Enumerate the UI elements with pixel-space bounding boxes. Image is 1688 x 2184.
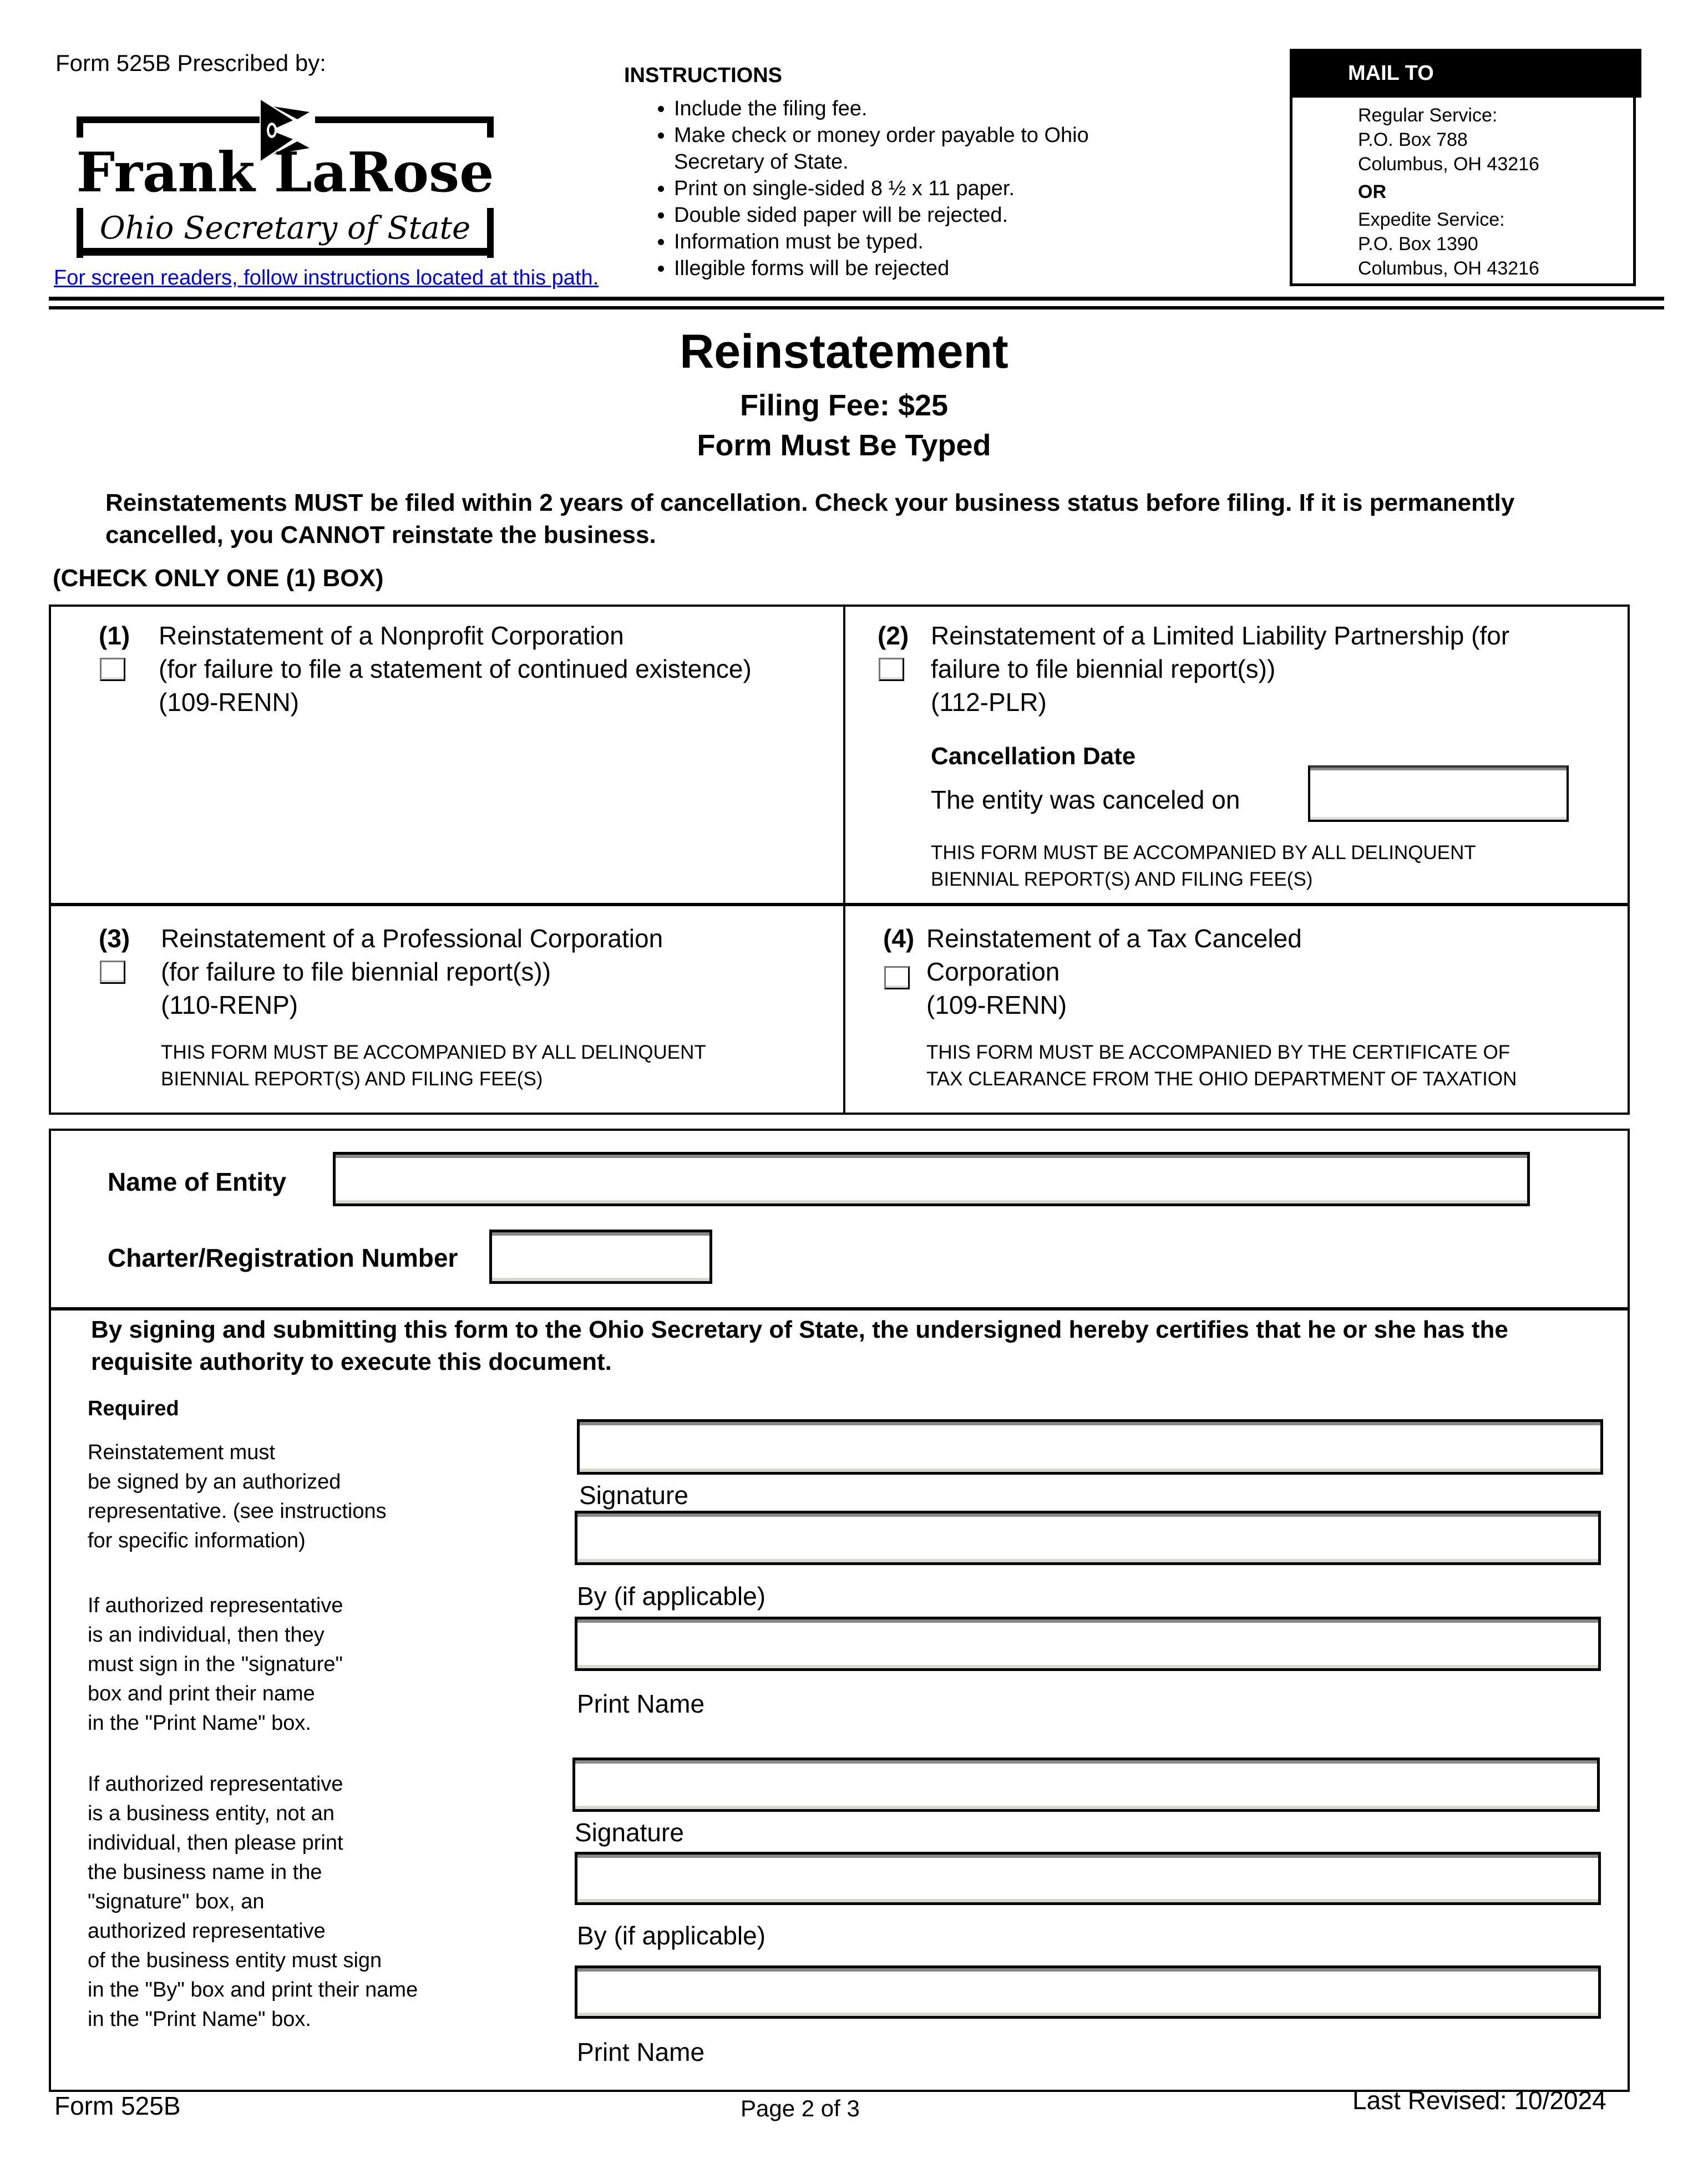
header-divider: [49, 297, 1664, 301]
ohio-flag-logo-icon: [77, 97, 494, 258]
header-divider: [49, 306, 1664, 309]
reinstatement-warning: Reinstatements MUST be filed within 2 years of cancellation. Check your business status before filing. If it is permanently cancelled, you CANNOT reinstate the business.: [105, 489, 1515, 548]
grid-divider: [843, 607, 845, 1113]
option-notice: BIENNIAL REPORT(S) AND FILING FEE(S): [931, 868, 1313, 890]
screen-reader-instructions-link[interactable]: For screen readers, follow instructions located at this path.: [54, 266, 599, 289]
secretary-of-state-logo: [77, 97, 494, 258]
option-label: Reinstatement of a Limited Liability Partnership (for: [931, 621, 1510, 650]
instruction-item: • Make check or money order payable to Ohio Secretary of State.: [674, 122, 1096, 175]
charter-registration-number-field[interactable]: [489, 1230, 712, 1284]
option-code: (109-RENN): [159, 688, 300, 717]
instructions-list: [624, 95, 1234, 282]
svg-text:Ohio Secretary of State: Ohio Secretary of State: [99, 210, 471, 246]
option-notice: BIENNIAL REPORT(S) AND FILING FEE(S): [161, 1068, 543, 1090]
name-of-entity-field[interactable]: [333, 1152, 1530, 1206]
signature-label: Signature: [575, 1818, 684, 1847]
option-checkbox-llp[interactable]: [879, 658, 904, 681]
option-checkbox-nonprofit[interactable]: [100, 658, 125, 681]
option-notice: THIS FORM MUST BE ACCOMPANIED BY THE CERTIFICATE OF: [926, 1042, 1510, 1063]
print-name-field-2[interactable]: [575, 1965, 1601, 2019]
option-code: (109-RENN): [926, 991, 1067, 1019]
instruction-item: • Illegible forms will be rejected: [674, 255, 1234, 282]
signature-field-1[interactable]: [577, 1419, 1603, 1475]
mail-to-box: [1290, 49, 1636, 286]
filing-fee: Filing Fee: $25: [739, 389, 949, 422]
signature-help-text: Reinstatement must be signed by an authorized representative. (see instructions for specific information): [88, 1441, 387, 1552]
option-llp: [878, 619, 1621, 896]
footer-form-number: Form 525B: [54, 2091, 181, 2120]
by-field-1[interactable]: [575, 1511, 1601, 1565]
svg-text:Frank LaRose: Frank LaRose: [77, 141, 494, 205]
option-label: Reinstatement of a Professional Corporation: [161, 924, 663, 953]
signature-label: Signature: [579, 1481, 688, 1510]
instructions-panel: [624, 64, 1234, 282]
page-title: Reinstatement: [680, 325, 1008, 378]
option-nonprofit: [99, 619, 831, 896]
required-label: Required: [88, 1397, 179, 1420]
by-label: By (if applicable): [577, 1921, 766, 1950]
option-description: failure to file biennial report(s)): [931, 654, 1276, 683]
instructions-title: INSTRUCTIONS: [624, 64, 782, 87]
expedite-service-label: Expedite Service:: [1358, 209, 1505, 230]
option-notice: TAX CLEARANCE FROM THE OHIO DEPARTMENT OF TAXATION: [926, 1068, 1517, 1090]
option-description: (for failure to file biennial report(s)): [161, 957, 551, 986]
option-code: (110-RENP): [161, 991, 298, 1019]
name-of-entity-label: Name of Entity: [108, 1167, 287, 1196]
section-divider: [51, 1307, 1628, 1311]
option-checkbox-tax-canceled-corporation[interactable]: [884, 966, 910, 989]
or-label: OR: [1358, 181, 1386, 202]
option-tax-canceled-corporation: [883, 922, 1615, 1110]
option-number: (2): [878, 621, 909, 650]
reinstatement-type-options: [49, 605, 1630, 1115]
footer-page-number: Page 2 of 3: [741, 2095, 860, 2121]
mail-to-title: MAIL TO: [1290, 49, 1641, 98]
option-label: Reinstatement of a Nonprofit Corporation: [159, 621, 624, 650]
grid-divider: [51, 903, 1628, 906]
business-entity-representative-help: If authorized representative is a business entity, not an individual, then please print the business name in the "signature" box, an authorized representative of the business entity must sign in the "By" box and print their name in the "Print Name" box.: [88, 1772, 418, 2031]
entity-and-signature-section: [49, 1129, 1630, 2092]
by-label: By (if applicable): [577, 1582, 766, 1611]
instruction-item: • Double sided paper will be rejected.: [674, 202, 1234, 228]
option-code: (112-PLR): [931, 688, 1047, 717]
option-label: Reinstatement of a Tax Canceled: [926, 924, 1302, 953]
cancellation-date-label: The entity was canceled on: [931, 785, 1240, 814]
certification-statement: By signing and submitting this form to the Ohio Secretary of State, the undersigned hereby certifies that he or she has the requisite authority to execute this document.: [91, 1316, 1508, 1375]
signature-field-2[interactable]: [572, 1758, 1600, 1812]
option-notice: THIS FORM MUST BE ACCOMPANIED BY ALL DELINQUENT: [161, 1042, 706, 1063]
option-number: (1): [99, 621, 130, 650]
footer-last-revised: Last Revised: 10/2024: [1352, 2086, 1606, 2115]
individual-representative-help: If authorized representative is an individual, then they must sign in the "signature" box and print their name in the "Print Name" box.: [88, 1594, 343, 1735]
option-professional-corporation: [99, 922, 831, 1110]
option-notice: THIS FORM MUST BE ACCOMPANIED BY ALL DELINQUENT: [931, 842, 1476, 864]
by-field-2[interactable]: [575, 1852, 1601, 1905]
instruction-item: • Information must be typed.: [674, 228, 1234, 255]
check-only-one-label: (CHECK ONLY ONE (1) BOX): [53, 565, 384, 592]
instruction-item: • Include the filing fee.: [674, 95, 1234, 122]
print-name-field-1[interactable]: [575, 1617, 1601, 1671]
option-checkbox-professional-corporation[interactable]: [100, 961, 125, 984]
mail-to-addresses: [1358, 103, 1539, 281]
option-description: (for failure to file a statement of continued existence): [159, 654, 752, 683]
print-name-label: Print Name: [577, 2038, 705, 2066]
charter-registration-number-label: Charter/Registration Number: [108, 1243, 458, 1272]
print-name-label: Print Name: [577, 1689, 705, 1718]
instruction-item: • Print on single-sided 8 ½ x 11 paper.: [674, 175, 1234, 202]
regular-service-box: P.O. Box 788: [1358, 129, 1468, 150]
expedite-service-box: P.O. Box 1390: [1358, 233, 1478, 255]
regular-service-city: Columbus, OH 43216: [1358, 154, 1539, 175]
option-number: (3): [99, 924, 130, 953]
option-number: (4): [883, 924, 915, 953]
option-description: Corporation: [926, 957, 1060, 986]
regular-service-label: Regular Service:: [1358, 105, 1498, 126]
cancellation-date-heading: Cancellation Date: [931, 743, 1136, 770]
form-must-be-typed: Form Must Be Typed: [697, 429, 991, 462]
cancellation-date-field[interactable]: [1308, 765, 1569, 822]
expedite-service-city: Columbus, OH 43216: [1358, 258, 1539, 279]
prescribed-by-label: Form 525B Prescribed by:: [55, 50, 326, 76]
